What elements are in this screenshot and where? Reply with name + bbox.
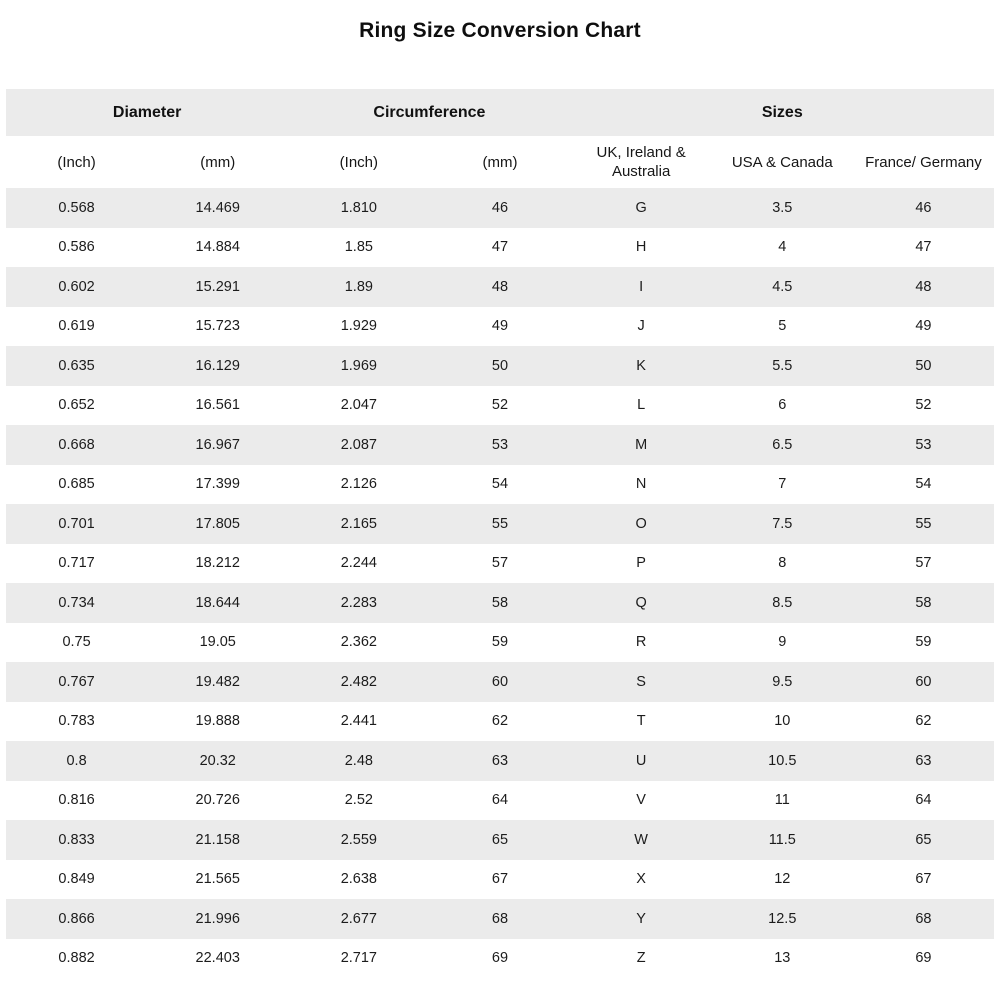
table-cell: 19.05 <box>199 634 236 651</box>
table-cell: Q <box>635 594 647 611</box>
table-cell: 11.5 <box>768 831 796 848</box>
table-cell: 0.568 <box>58 199 95 216</box>
table-cell: 48 <box>491 278 509 295</box>
table-cell: 53 <box>491 436 509 453</box>
table-cell: G <box>635 199 647 216</box>
table-cell: 69 <box>491 950 509 967</box>
page-title: Ring Size Conversion Chart <box>359 19 641 42</box>
table-row <box>6 386 994 426</box>
table-cell: 2.283 <box>340 594 377 611</box>
table-cell: 0.685 <box>58 476 95 493</box>
table-cell: 54 <box>491 476 509 493</box>
table-cell: P <box>636 555 646 572</box>
table-cell: 68 <box>491 910 509 927</box>
table-cell: 0.701 <box>58 515 95 532</box>
table-cell: 9.5 <box>772 673 793 690</box>
table-cell: 62 <box>491 713 509 730</box>
table-cell: 50 <box>915 357 932 374</box>
table-cell: 3.5 <box>772 199 793 216</box>
table-cell: 21.565 <box>195 871 240 888</box>
table-cell: 22.403 <box>195 950 240 967</box>
table-cell: 47 <box>915 239 932 256</box>
table-cell: W <box>634 831 648 848</box>
table-cell: 11 <box>774 792 790 809</box>
column-header-usa-canada: USA & Canada <box>731 153 833 171</box>
table-cell: 1.810 <box>340 199 377 216</box>
table-cell: 54 <box>915 476 932 493</box>
table-cell: 17.805 <box>195 515 240 532</box>
table-cell: 62 <box>915 713 932 730</box>
table-cell: 0.717 <box>58 555 95 572</box>
table-row <box>6 623 994 663</box>
table-cell: 16.967 <box>195 436 240 453</box>
table-cell: 58 <box>915 594 932 611</box>
table-row <box>6 939 994 979</box>
group-header-circumference: Circumference <box>373 103 486 121</box>
table-cell: 57 <box>491 555 509 572</box>
table-cell: Y <box>636 910 646 927</box>
table-header <box>6 89 994 188</box>
table-cell: 6 <box>778 397 787 414</box>
table-row <box>6 267 994 307</box>
table-cell: 0.816 <box>58 792 95 809</box>
table-cell: 6.5 <box>772 436 793 453</box>
table-cell: 0.602 <box>58 278 95 295</box>
table-row <box>6 702 994 742</box>
table-cell: 50 <box>491 357 509 374</box>
table-cell: 2.482 <box>340 673 377 690</box>
ring-size-table <box>6 89 994 978</box>
table-cell: 19.888 <box>195 713 240 730</box>
table-cell: 0.734 <box>58 594 95 611</box>
group-header-sizes: Sizes <box>761 103 803 121</box>
table-cell: 19.482 <box>195 673 240 690</box>
table-cell: 2.52 <box>344 792 373 809</box>
table-cell: 63 <box>915 752 932 769</box>
table-cell: 0.619 <box>58 318 95 335</box>
table-cell: 0.668 <box>58 436 95 453</box>
table-cell: 15.723 <box>195 318 240 335</box>
table-cell: K <box>636 357 646 374</box>
table-cell: 12 <box>774 871 791 888</box>
table-row <box>6 662 994 702</box>
table-cell: 1.85 <box>344 239 373 256</box>
table-cell: 48 <box>915 278 932 295</box>
table-cell: 55 <box>915 515 932 532</box>
table-cell: 0.767 <box>58 673 95 690</box>
table-cell: 65 <box>491 831 509 848</box>
table-cell: 4.5 <box>772 278 793 295</box>
table-cell: 18.644 <box>195 594 240 611</box>
table-cell: 14.884 <box>195 239 240 256</box>
table-cell: 20.32 <box>199 752 236 769</box>
table-cell: 59 <box>491 634 509 651</box>
table-cell: 0.783 <box>58 713 95 730</box>
table-row <box>6 425 994 465</box>
table-row <box>6 465 994 505</box>
table-row <box>6 307 994 347</box>
table-cell: 21.996 <box>195 910 240 927</box>
table-row <box>6 741 994 781</box>
table-cell: 2.559 <box>340 831 377 848</box>
table-cell: 5 <box>778 318 787 335</box>
table-row <box>6 781 994 821</box>
table-cell: X <box>636 871 646 888</box>
table-cell: 4 <box>778 239 787 256</box>
column-header-france-germany: France/ Germany <box>865 153 982 171</box>
table-cell: 67 <box>491 871 509 888</box>
table-cell: 2.165 <box>340 515 377 532</box>
table-cell: 20.726 <box>195 792 240 809</box>
table-body <box>6 188 994 978</box>
table-cell: 2.638 <box>340 871 377 888</box>
table-cell: 49 <box>491 318 509 335</box>
table-cell: 8 <box>778 555 787 572</box>
table-cell: 17.399 <box>195 476 240 493</box>
table-cell: I <box>639 278 644 295</box>
table-cell: 7 <box>778 476 787 493</box>
table-cell: 0.866 <box>58 910 95 927</box>
table-row <box>6 583 994 623</box>
table-cell: 2.362 <box>340 634 377 651</box>
table-cell: 2.244 <box>340 555 377 572</box>
column-header-row <box>6 136 994 188</box>
table-cell: 2.441 <box>340 713 377 730</box>
table-cell: 2.126 <box>340 476 377 493</box>
table-cell: 67 <box>915 871 932 888</box>
table-cell: 52 <box>915 397 932 414</box>
table-cell: J <box>637 318 645 335</box>
table-cell: 0.882 <box>58 950 95 967</box>
table-row <box>6 899 994 939</box>
table-cell: 9 <box>778 634 787 651</box>
table-cell: 10 <box>774 713 791 730</box>
table-row <box>6 188 994 228</box>
table-cell: 49 <box>915 318 932 335</box>
table-row <box>6 820 994 860</box>
table-cell: 60 <box>491 673 509 690</box>
table-cell: U <box>635 752 647 769</box>
column-header-uk-ireland-australia: UK, Ireland & Australia <box>596 144 686 180</box>
table-cell: 69 <box>915 950 932 967</box>
table-cell: T <box>636 713 646 730</box>
table-cell: 46 <box>491 199 509 216</box>
table-cell: 2.087 <box>340 436 377 453</box>
table-cell: 0.8 <box>66 752 87 769</box>
group-header-diameter: Diameter <box>112 103 182 121</box>
table-cell: 5.5 <box>772 357 793 374</box>
table-cell: 65 <box>915 831 932 848</box>
table-row <box>6 860 994 900</box>
table-cell: 55 <box>491 515 509 532</box>
table-cell: 14.469 <box>195 199 240 216</box>
table-cell: 57 <box>915 555 932 572</box>
group-header-row <box>6 89 994 136</box>
table-cell: 1.969 <box>340 357 377 374</box>
table-cell: 1.89 <box>344 278 373 295</box>
table-cell: 21.158 <box>195 831 240 848</box>
table-cell: R <box>635 634 647 651</box>
table-cell: S <box>636 673 646 690</box>
table-cell: 64 <box>915 792 932 809</box>
table-cell: 0.833 <box>58 831 95 848</box>
table-cell: Z <box>636 950 646 967</box>
column-header-circumference-inch: (Inch) <box>339 153 379 171</box>
table-cell: 0.586 <box>58 239 95 256</box>
table-cell: 0.652 <box>58 397 95 414</box>
table-cell: 60 <box>915 673 932 690</box>
table-cell: 2.48 <box>344 752 373 769</box>
table-cell: 1.929 <box>340 318 377 335</box>
table-cell: 8.5 <box>772 594 793 611</box>
table-row <box>6 544 994 584</box>
table-cell: 2.677 <box>340 910 377 927</box>
table-cell: 0.635 <box>58 357 95 374</box>
table-cell: V <box>636 792 646 809</box>
table-cell: 47 <box>491 239 509 256</box>
table-cell: 52 <box>491 397 509 414</box>
table-cell: L <box>637 397 646 414</box>
table-cell: 53 <box>915 436 932 453</box>
table-cell: 68 <box>915 910 932 927</box>
table-cell: 58 <box>491 594 509 611</box>
table-cell: 18.212 <box>195 555 240 572</box>
table-cell: 64 <box>491 792 509 809</box>
table-cell: M <box>635 436 648 453</box>
table-cell: 15.291 <box>195 278 240 295</box>
column-header-circumference-mm: (mm) <box>482 153 518 171</box>
table-cell: 63 <box>491 752 509 769</box>
table-row <box>6 504 994 544</box>
table-cell: 0.75 <box>62 634 91 651</box>
table-row <box>6 228 994 268</box>
table-cell: 46 <box>915 199 932 216</box>
table-cell: 59 <box>915 634 932 651</box>
table-cell: 13 <box>774 950 791 967</box>
table-cell: 0.849 <box>58 871 95 888</box>
table-cell: O <box>635 515 647 532</box>
table-cell: N <box>635 476 647 493</box>
table-cell: 2.717 <box>340 950 377 967</box>
table-cell: 7.5 <box>772 515 793 532</box>
table-cell: H <box>635 239 647 256</box>
table-cell: 12.5 <box>768 910 797 927</box>
column-header-diameter-mm: (mm) <box>200 153 236 171</box>
table-cell: 16.129 <box>195 357 240 374</box>
table-cell: 10.5 <box>768 752 797 769</box>
table-cell: 16.561 <box>195 397 240 414</box>
table-row <box>6 346 994 386</box>
table-cell: 2.047 <box>340 397 377 414</box>
column-header-diameter-inch: (Inch) <box>57 153 96 171</box>
